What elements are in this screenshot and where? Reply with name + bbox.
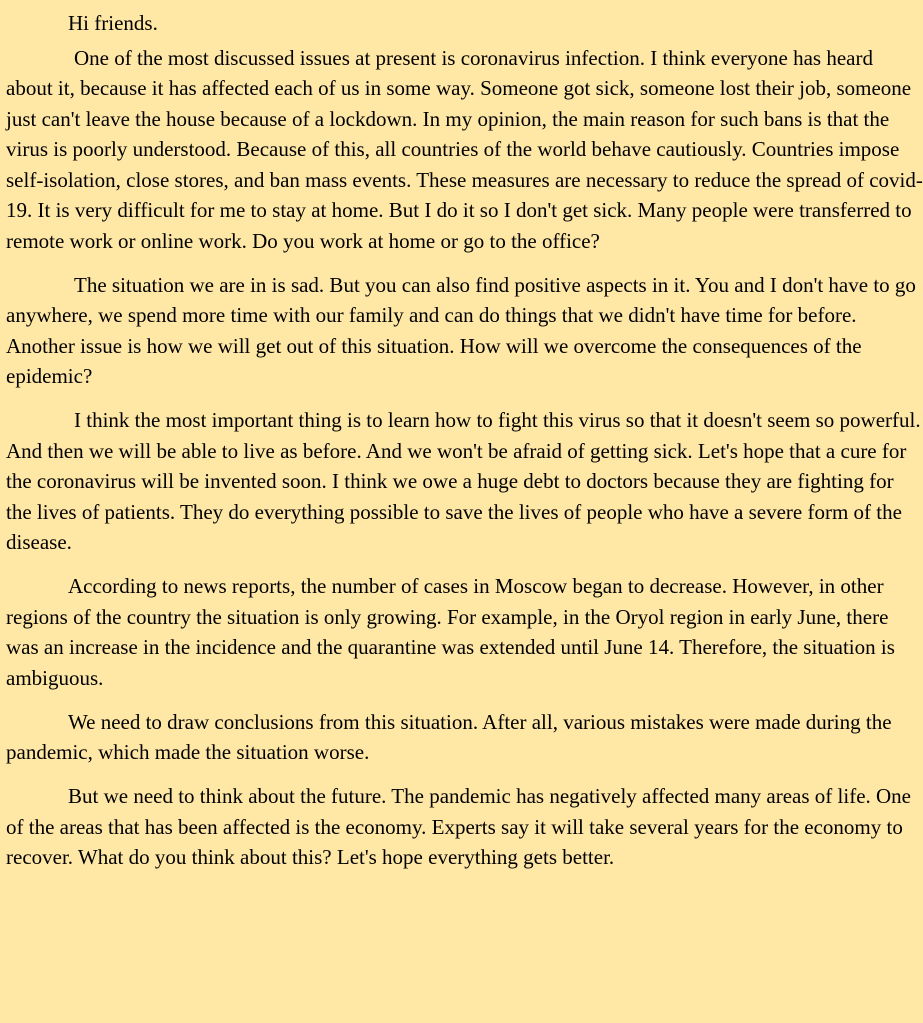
paragraph-1: One of the most discussed issues at present is coronavirus infection. I think everyone has heard about it, because it has affected each of us in some way. Someone got sick, someone lost their job, someone just can't leave the house because of a lockdown. In my opinion, the main reason for such bans is that the virus is poorly understood. Because of this, all countries of the world behave cautiously. Countries impose self-isolation, close stores, and ban mass events. These measures are necessary to reduce the spread of covid-19. It is very difficult for me to stay at home. But I do it so I don't get sick. Many people were transferred to remote work or online work. Do you work at home or go to the office?	[6, 45, 923, 253]
greeting: Hi friends.	[68, 11, 158, 35]
paragraph-2: The situation we are in is sad. But you can also find positive aspects in it. You and I don't have to go anywhere, we spend more time with our family and can do things that we didn't have time for before. Another issue is how we will get out of this situation. How will we overcome the consequences of the epidemic?	[6, 272, 916, 388]
paragraph-4: According to news reports, the number of cases in Moscow began to decrease. However, in other regions of the country the situation is only growing. For example, in the Oryol region in early June, there was an increase in the incidence and the quarantine was extended until June 14. Therefore, the situation is ambiguous.	[6, 574, 895, 690]
paragraph-5: We need to draw conclusions from this situation. After all, various mistakes were made during the pandemic, which made the situation worse.	[6, 709, 892, 764]
paragraph-3: I think the most important thing is to learn how to fight this virus so that it doesn't seem so powerful. And then we will be able to live as before. And we won't be afraid of getting sick. Let's hope that a cure for the coronavirus will be invented soon. I think we owe a huge debt to doctors because they are fighting for the lives of patients. They do everything possible to save the lives of people who have a severe form of the disease.	[6, 408, 921, 554]
paragraph-6: But we need to think about the future. The pandemic has negatively affected many areas of life. One of the areas that has been affected is the economy. Experts say it will take several years for the economy to recover. What do you think about this? Let's hope everything gets better.	[6, 784, 912, 869]
